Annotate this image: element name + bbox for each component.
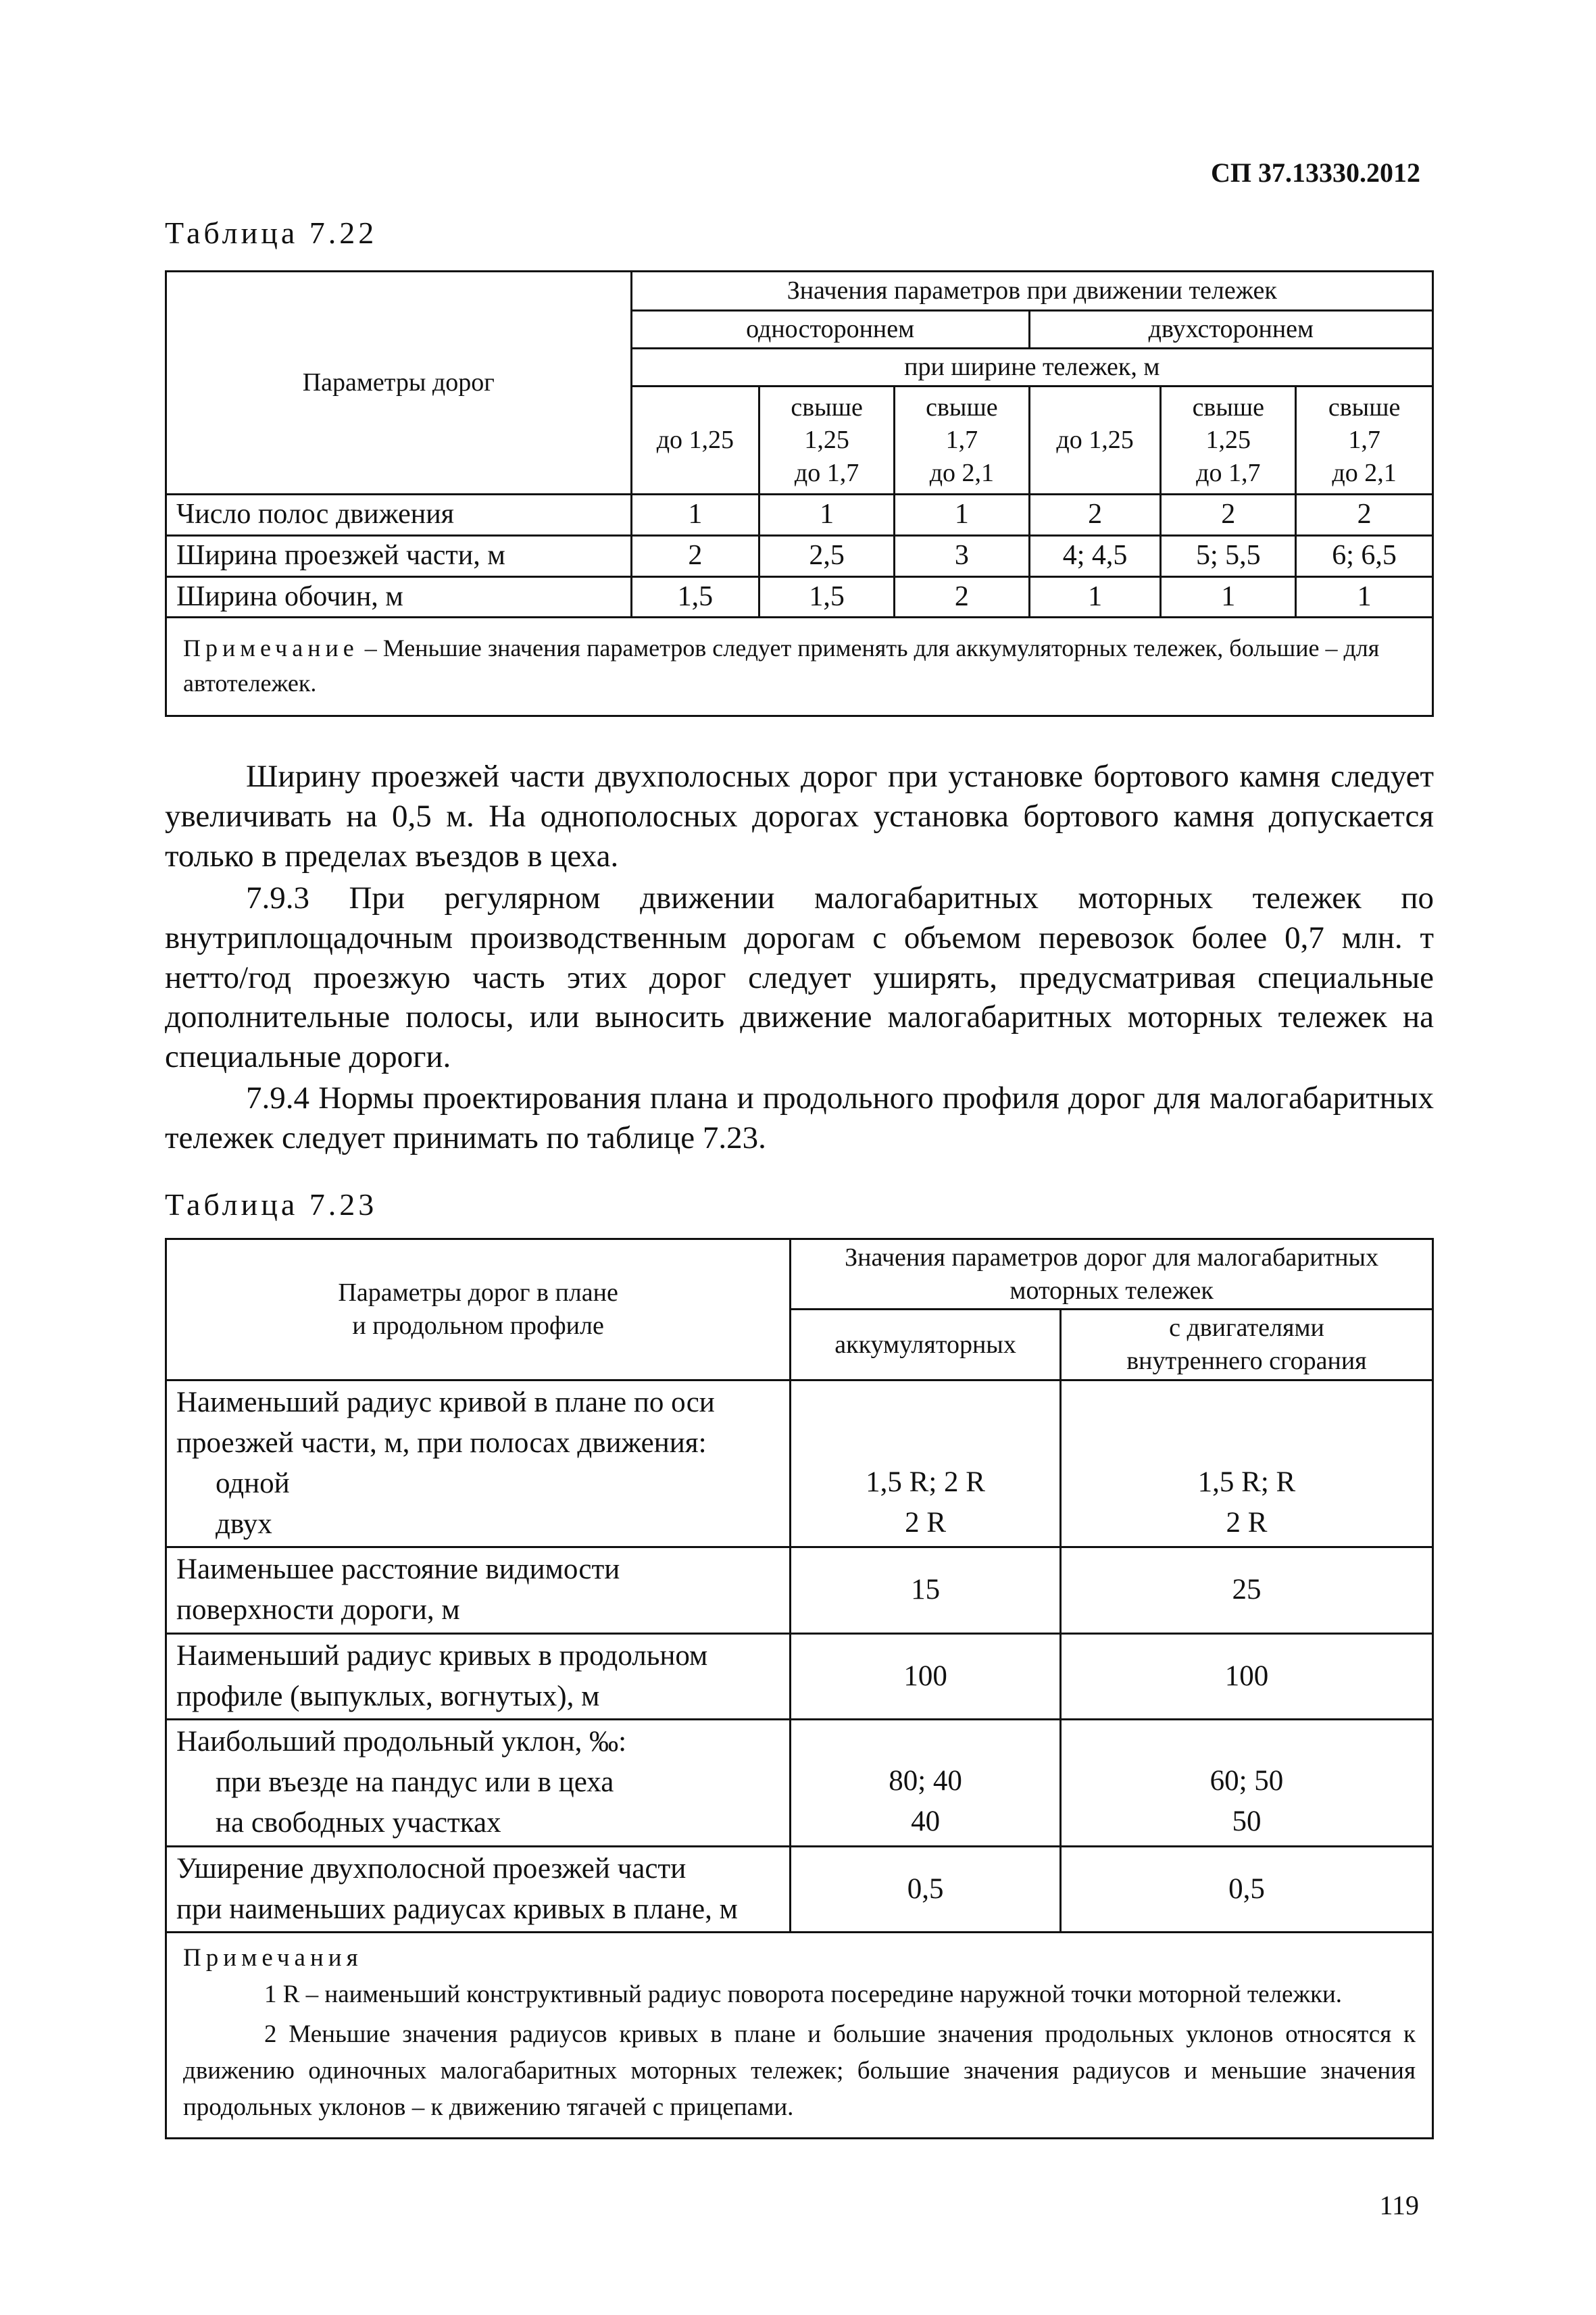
cell: 1 xyxy=(1029,576,1161,618)
note-1: 1 R – наименьший конструктивный радиус поворота посередине наружной точки моторной тележки. xyxy=(264,1980,1343,2008)
cell: 80; 40 40 xyxy=(791,1720,1061,1847)
cell: 1 xyxy=(759,495,895,536)
cell: 1,5 R; 2 R 2 R xyxy=(791,1380,1061,1547)
group-header: Значения параметров дорог для малогабаритных моторных тележек xyxy=(791,1239,1433,1310)
cell: 1 xyxy=(631,495,759,536)
cell: 60; 50 50 xyxy=(1060,1720,1432,1847)
row-label: Наибольший продольный уклон, ‰: при въезде на пандус или в цеха на свободных участках xyxy=(166,1720,791,1847)
table-row xyxy=(166,535,1433,576)
battery-header: аккумуляторных xyxy=(791,1310,1061,1380)
cell: 1 xyxy=(1161,576,1296,618)
group-header: Значения параметров при движении тележек xyxy=(631,272,1432,311)
cell: 2 xyxy=(1029,495,1161,536)
cell: 1,5 xyxy=(631,576,759,618)
cell: 1,5 R; R 2 R xyxy=(1060,1380,1432,1547)
param-header: Параметры дорог xyxy=(166,272,632,495)
width-header: при ширине тележек, м xyxy=(631,349,1432,387)
note-text: – Меньшие значения параметров следует применять для аккумуляторных тележек, большие – для автотележек. xyxy=(183,634,1380,697)
col-header: свыше 1,7 до 2,1 xyxy=(1296,387,1433,495)
table-row xyxy=(166,1846,1433,1932)
col-header: свыше 1,25 до 1,7 xyxy=(1161,387,1296,495)
engine-header: с двигателями внутреннего сгорания xyxy=(1060,1310,1432,1380)
row-label: Наименьший радиус кривой в плане по оси проезжей части, м, при полосах движения: одной двух xyxy=(166,1380,791,1547)
table-row xyxy=(166,1633,1433,1719)
cell: 2 xyxy=(1296,495,1433,536)
notes-title: Примечания xyxy=(183,1943,363,1972)
cell: 3 xyxy=(894,535,1029,576)
cell: 15 xyxy=(791,1547,1061,1633)
table-7-23 xyxy=(165,1238,1434,2139)
table-notes xyxy=(166,1932,1433,2138)
cell: 0,5 xyxy=(791,1846,1061,1932)
note-label: Примечание xyxy=(183,634,359,662)
cell: 2 xyxy=(894,576,1029,618)
table-row xyxy=(166,495,1433,536)
cell: 2 xyxy=(631,535,759,576)
one-way-header: одностороннем xyxy=(631,311,1029,349)
cell: 1 xyxy=(1296,576,1433,618)
cell: 5; 5,5 xyxy=(1161,535,1296,576)
cell: 100 xyxy=(1060,1633,1432,1719)
row-label: Наименьшее расстояние видимости поверхности дороги, м xyxy=(166,1547,791,1633)
table-row xyxy=(166,1380,1433,1547)
document-code: СП 37.13330.2012 xyxy=(1211,157,1420,188)
cell: 25 xyxy=(1060,1547,1432,1633)
table-row xyxy=(166,1720,1433,1847)
row-label: Число полос движения xyxy=(166,495,632,536)
col-header: свыше 1,7 до 2,1 xyxy=(894,387,1029,495)
col-header: до 1,25 xyxy=(631,387,759,495)
param-header: Параметры дорог в плане и продольном профиле xyxy=(166,1239,791,1380)
cell: 100 xyxy=(791,1633,1061,1719)
cell: 4; 4,5 xyxy=(1029,535,1161,576)
cell: 0,5 xyxy=(1060,1846,1432,1932)
table-note xyxy=(166,618,1433,716)
col-header: до 1,25 xyxy=(1029,387,1161,495)
cell: 1 xyxy=(894,495,1029,536)
row-label: Наименьший радиус кривых в продольном профиле (выпуклых, вогнутых), м xyxy=(166,1633,791,1719)
table-7-23-caption: Таблица 7.23 xyxy=(165,1187,378,1222)
row-label: Ширина проезжей части, м xyxy=(166,535,632,576)
table-7-22 xyxy=(165,270,1434,717)
table-row xyxy=(166,576,1433,618)
table-7-22-caption: Таблица 7.22 xyxy=(165,216,378,250)
note-2: 2 Меньшие значения радиусов кривых в плане и большие значения продольных уклонов относятся к движению одиночных малогабаритных моторных тележек; большие значения радиусов и меньшие значения продольных уклонов – к движению тягачей с прицепами. xyxy=(183,2020,1416,2121)
col-header: свыше 1,25 до 1,7 xyxy=(759,387,895,495)
row-label: Ширина обочин, м xyxy=(166,576,632,618)
cell: 6; 6,5 xyxy=(1296,535,1433,576)
paragraph: 7.9.3 При регулярном движении малогабаритных моторных тележек по внутриплощадочным производственным дорогам с объемом перевозок более 0,7 млн. т нетто/год проезжую часть этих дорог следует уширять, предусматривая специальные дополнительные полосы, или выносить движение малогабаритных моторных тележек на специальные дороги. xyxy=(165,880,1434,1074)
cell: 2 xyxy=(1161,495,1296,536)
cell: 2,5 xyxy=(759,535,895,576)
two-way-header: двухстороннем xyxy=(1029,311,1432,349)
table-row xyxy=(166,1547,1433,1633)
page-number: 119 xyxy=(1379,2190,1419,2220)
row-label: Уширение двухполосной проезжей части при наименьших радиусах кривых в плане, м xyxy=(166,1846,791,1932)
paragraph: Ширину проезжей части двухполосных дорог при установке бортового камня следует увеличивать на 0,5 м. На однополосных дорогах установка бортового камня допускается только в пределах въездов в цеха. xyxy=(165,759,1434,874)
cell: 1,5 xyxy=(759,576,895,618)
paragraph: 7.9.4 Нормы проектирования плана и продольного профиля дорог для малогабаритных тележек следует принимать по таблице 7.23. xyxy=(165,1080,1434,1155)
